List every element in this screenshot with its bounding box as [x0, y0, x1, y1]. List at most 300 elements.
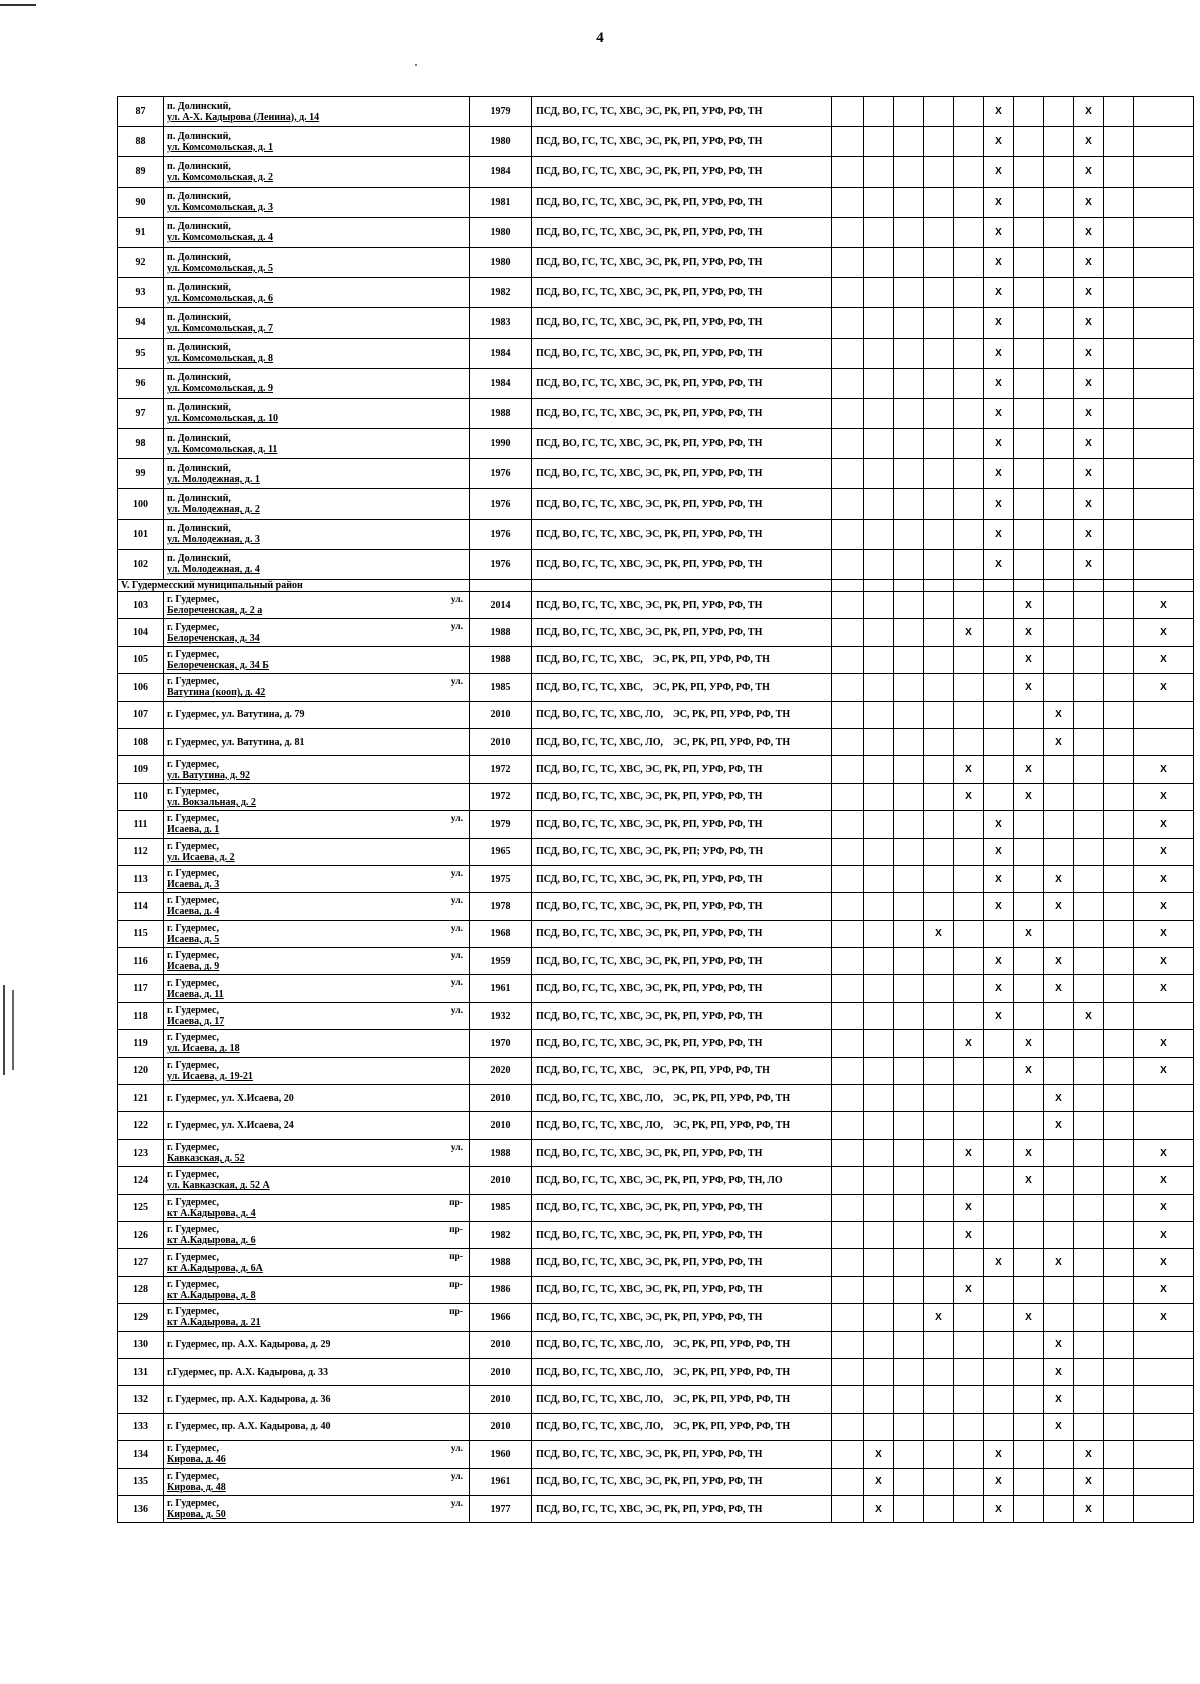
address-locality: г. Гудермес,	[167, 594, 219, 606]
construction-year: 1986	[470, 1276, 532, 1303]
period-mark-cell	[1104, 920, 1134, 947]
period-mark-cell	[1134, 187, 1194, 217]
period-mark-cell: X	[1134, 865, 1194, 892]
work-types: ПСД, ВО, ГС, ТС, ХВС, ЭС, РК, РП, УРФ, РФ, ТН	[532, 975, 832, 1002]
address-street: ул. Молодежная, д. 1	[167, 473, 260, 485]
construction-year: 1982	[470, 1221, 532, 1248]
period-mark-cell: X	[1134, 811, 1194, 838]
table-row	[118, 646, 1194, 673]
work-types: ПСД, ВО, ГС, ТС, ХВС, ЭС, РК, РП, УРФ, РФ, ТН	[532, 1194, 832, 1221]
period-mark-cell	[832, 1002, 864, 1029]
period-mark-cell	[894, 619, 924, 646]
construction-year: 1983	[470, 308, 532, 338]
period-mark-cell: X	[984, 489, 1014, 519]
period-mark-cell	[864, 1249, 894, 1276]
period-mark-cell	[1104, 592, 1134, 619]
address-cell	[164, 811, 470, 838]
period-mark-cell	[1074, 1221, 1104, 1248]
period-mark-cell	[954, 459, 984, 489]
period-mark-cell	[864, 838, 894, 865]
period-mark-cell	[924, 646, 954, 673]
period-mark-cell	[924, 1331, 954, 1358]
period-mark-cell: X	[954, 783, 984, 810]
address-locality: п. Долинский,	[167, 523, 231, 535]
address-street: ул. Молодежная, д. 4	[167, 564, 260, 576]
address-cell	[164, 1495, 470, 1522]
period-mark-cell	[864, 920, 894, 947]
address-locality: г. Гудермес,	[167, 1498, 219, 1510]
work-types: ПСД, ВО, ГС, ТС, ХВС, ЭС, РК, РП, УРФ, РФ, ТН	[532, 1057, 832, 1084]
period-mark-cell	[1104, 701, 1134, 728]
period-mark-cell	[1104, 127, 1134, 157]
period-mark-cell	[832, 701, 864, 728]
period-mark-cell	[984, 1386, 1014, 1413]
period-mark-cell	[894, 278, 924, 308]
period-mark-cell	[1014, 368, 1044, 398]
construction-year: 1976	[470, 549, 532, 579]
row-number: 107	[118, 701, 164, 728]
address-cell	[164, 1468, 470, 1495]
period-mark-cell	[1074, 948, 1104, 975]
row-number: 102	[118, 549, 164, 579]
work-types: ПСД, ВО, ГС, ТС, ХВС, ЭС, РК, РП, УРФ, РФ, ТН	[532, 1495, 832, 1522]
row-number: 122	[118, 1112, 164, 1139]
work-types: ПСД, ВО, ГС, ТС, ХВС, ЭС, РК, РП, УРФ, РФ, ТН	[532, 948, 832, 975]
period-mark-cell	[832, 157, 864, 187]
address-locality: п. Долинский,	[167, 402, 231, 414]
period-mark-cell: X	[984, 838, 1014, 865]
period-mark-cell	[864, 1221, 894, 1248]
address-street: Кавказская, д. 52	[167, 1153, 245, 1164]
period-mark-cell: X	[1074, 247, 1104, 277]
period-mark-cell	[832, 247, 864, 277]
period-mark-cell: X	[1044, 1413, 1074, 1440]
period-mark-cell	[924, 1441, 954, 1468]
period-mark-cell	[894, 217, 924, 247]
period-mark-cell	[894, 1249, 924, 1276]
period-mark-cell: X	[984, 1249, 1014, 1276]
period-mark-cell	[832, 1413, 864, 1440]
address-cell	[164, 1331, 470, 1358]
work-types: ПСД, ВО, ГС, ТС, ХВС, ЭС, РК, РП, УРФ, РФ, ТН	[532, 247, 832, 277]
construction-year: 2010	[470, 728, 532, 755]
address-cell	[164, 728, 470, 755]
period-mark-cell	[1134, 247, 1194, 277]
period-mark-cell: X	[1044, 728, 1074, 755]
period-mark-cell	[1104, 459, 1134, 489]
period-mark-cell	[1104, 1112, 1134, 1139]
address-street: Исаева, д. 5	[167, 933, 220, 945]
period-mark-cell	[864, 429, 894, 459]
period-mark-cell	[954, 338, 984, 368]
period-mark-cell	[924, 1194, 954, 1221]
address-locality: п. Долинский,	[167, 191, 231, 203]
period-mark-cell	[832, 865, 864, 892]
period-mark-cell	[954, 278, 984, 308]
period-mark-cell: X	[954, 1276, 984, 1303]
period-mark-cell	[864, 1057, 894, 1084]
period-mark-cell	[924, 308, 954, 338]
section-empty-cell	[1044, 580, 1074, 592]
period-mark-cell	[1074, 838, 1104, 865]
row-number: 100	[118, 489, 164, 519]
period-mark-cell	[1104, 1194, 1134, 1221]
period-mark-cell	[1044, 1495, 1074, 1522]
period-mark-cell	[1134, 429, 1194, 459]
period-mark-cell	[1104, 489, 1134, 519]
period-mark-cell	[864, 1194, 894, 1221]
period-mark-cell	[924, 975, 954, 1002]
period-mark-cell	[1104, 1276, 1134, 1303]
period-mark-cell	[1134, 217, 1194, 247]
row-number: 125	[118, 1194, 164, 1221]
construction-year: 1966	[470, 1304, 532, 1331]
address-cell	[164, 701, 470, 728]
period-mark-cell: X	[864, 1468, 894, 1495]
period-mark-cell	[924, 592, 954, 619]
address-street: Белореченская, д. 34 Б	[167, 659, 269, 671]
table-row	[118, 1413, 1194, 1440]
work-types: ПСД, ВО, ГС, ТС, ХВС, ЛО, ЭС, РК, РП, УРФ, РФ, ТН	[532, 1413, 832, 1440]
period-mark-cell	[924, 247, 954, 277]
period-mark-cell	[1044, 1468, 1074, 1495]
work-types: ПСД, ВО, ГС, ТС, ХВС, ЭС, РК, РП, УРФ, РФ, ТН	[532, 592, 832, 619]
period-mark-cell	[1074, 756, 1104, 783]
address-cell	[164, 489, 470, 519]
period-mark-cell	[864, 893, 894, 920]
period-mark-cell: X	[984, 975, 1014, 1002]
period-mark-cell	[954, 519, 984, 549]
address-locality: п. Долинский,	[167, 342, 231, 354]
period-mark-cell	[954, 1386, 984, 1413]
period-mark-cell	[832, 1441, 864, 1468]
period-mark-cell	[1074, 1386, 1104, 1413]
work-types: ПСД, ВО, ГС, ТС, ХВС, ЭС, РК, РП, УРФ, РФ, ТН	[532, 893, 832, 920]
period-mark-cell	[894, 948, 924, 975]
period-mark-cell	[1104, 429, 1134, 459]
period-mark-cell	[1104, 1139, 1134, 1166]
edge-scan-mark	[3, 985, 5, 1075]
period-mark-cell	[864, 398, 894, 428]
period-mark-cell	[1134, 1002, 1194, 1029]
row-number: 104	[118, 619, 164, 646]
table-row	[118, 619, 1194, 646]
period-mark-cell	[954, 1085, 984, 1112]
table-row	[118, 948, 1194, 975]
period-mark-cell	[1104, 519, 1134, 549]
section-empty-cell	[1134, 580, 1194, 592]
construction-year: 2010	[470, 1358, 532, 1385]
period-mark-cell	[832, 1112, 864, 1139]
period-mark-cell	[924, 278, 954, 308]
address-street: ул. Комсомольская, д. 4	[167, 232, 273, 244]
period-mark-cell	[832, 948, 864, 975]
section-title: V. Гудермесский муниципальный район	[118, 580, 470, 592]
period-mark-cell	[1134, 368, 1194, 398]
period-mark-cell	[1104, 187, 1134, 217]
construction-year: 2020	[470, 1057, 532, 1084]
period-mark-cell	[864, 308, 894, 338]
period-mark-cell: X	[1134, 1167, 1194, 1194]
period-mark-cell	[1014, 187, 1044, 217]
period-mark-cell	[832, 1276, 864, 1303]
address-cell	[164, 278, 470, 308]
address-locality: п. Долинский,	[167, 281, 231, 293]
row-number: 134	[118, 1441, 164, 1468]
period-mark-cell	[1074, 1331, 1104, 1358]
period-mark-cell: X	[984, 157, 1014, 187]
period-mark-cell	[1014, 728, 1044, 755]
period-mark-cell	[924, 701, 954, 728]
address-locality: п. Долинский,	[167, 432, 231, 444]
period-mark-cell	[1044, 1304, 1074, 1331]
period-mark-cell	[1134, 1413, 1194, 1440]
row-number: 133	[118, 1413, 164, 1440]
table-row	[118, 429, 1194, 459]
period-mark-cell	[1104, 728, 1134, 755]
address-locality: г. Гудермес,	[167, 1224, 219, 1236]
period-mark-cell: X	[954, 1030, 984, 1057]
period-mark-cell: X	[1014, 646, 1044, 673]
period-mark-cell	[864, 646, 894, 673]
period-mark-cell	[894, 1085, 924, 1112]
period-mark-cell	[1134, 127, 1194, 157]
table-row	[118, 1304, 1194, 1331]
construction-year: 1980	[470, 247, 532, 277]
period-mark-cell	[864, 157, 894, 187]
address-street: Исаева, д. 1	[167, 824, 220, 836]
period-mark-cell	[924, 549, 954, 579]
work-types: ПСД, ВО, ГС, ТС, ХВС, ЭС, РК, РП; УРФ, РФ, ТН	[532, 838, 832, 865]
period-mark-cell	[924, 783, 954, 810]
period-mark-cell: X	[984, 308, 1014, 338]
period-mark-cell	[894, 592, 924, 619]
period-mark-cell	[984, 1331, 1014, 1358]
period-mark-cell: X	[1044, 1358, 1074, 1385]
period-mark-cell	[864, 975, 894, 1002]
period-mark-cell	[1134, 1441, 1194, 1468]
period-mark-cell	[954, 1331, 984, 1358]
table-row	[118, 127, 1194, 157]
period-mark-cell	[1134, 398, 1194, 428]
period-mark-cell	[864, 97, 894, 127]
address-cell	[164, 1139, 470, 1166]
period-mark-cell	[954, 1358, 984, 1385]
period-mark-cell	[984, 1413, 1014, 1440]
period-mark-cell	[1104, 1358, 1134, 1385]
work-types: ПСД, ВО, ГС, ТС, ХВС, ЛО, ЭС, РК, РП, УРФ, РФ, ТН	[532, 1085, 832, 1112]
period-mark-cell	[924, 1002, 954, 1029]
period-mark-cell	[1044, 278, 1074, 308]
period-mark-cell	[954, 893, 984, 920]
period-mark-cell	[1134, 338, 1194, 368]
address-street: ул. Комсомольская, д. 8	[167, 353, 273, 365]
work-types: ПСД, ВО, ГС, ТС, ХВС, ЭС, РК, РП, УРФ, РФ, ТН	[532, 865, 832, 892]
address-cell	[164, 1221, 470, 1248]
period-mark-cell	[1074, 1085, 1104, 1112]
period-mark-cell: X	[1134, 1139, 1194, 1166]
period-mark-cell	[924, 97, 954, 127]
period-mark-cell	[1014, 1194, 1044, 1221]
period-mark-cell	[864, 1085, 894, 1112]
construction-year: 1978	[470, 893, 532, 920]
period-mark-cell	[1104, 157, 1134, 187]
work-types: ПСД, ВО, ГС, ТС, ХВС, ЭС, РК, РП, УРФ, РФ, ТН	[532, 1002, 832, 1029]
table-row	[118, 1194, 1194, 1221]
address-street: ул. Молодежная, д. 3	[167, 534, 260, 546]
period-mark-cell	[984, 592, 1014, 619]
work-types: ПСД, ВО, ГС, ТС, ХВС, ЭС, РК, РП, УРФ, РФ, ТН	[532, 308, 832, 338]
period-mark-cell	[924, 865, 954, 892]
period-mark-cell	[894, 1002, 924, 1029]
period-mark-cell	[1104, 1030, 1134, 1057]
period-mark-cell	[1044, 646, 1074, 673]
table-row	[118, 549, 1194, 579]
period-mark-cell	[924, 157, 954, 187]
period-mark-cell	[924, 338, 954, 368]
period-mark-cell	[1134, 1085, 1194, 1112]
period-mark-cell	[954, 1112, 984, 1139]
period-mark-cell	[1134, 308, 1194, 338]
period-mark-cell	[1014, 811, 1044, 838]
section-empty-cell	[954, 580, 984, 592]
address-street: Кирова, д. 48	[167, 1481, 226, 1493]
period-mark-cell	[832, 338, 864, 368]
work-types: ПСД, ВО, ГС, ТС, ХВС, ЭС, РК, РП, УРФ, РФ, ТН	[532, 811, 832, 838]
period-mark-cell: X	[1044, 1386, 1074, 1413]
period-mark-cell: X	[984, 127, 1014, 157]
table-row	[118, 1167, 1194, 1194]
period-mark-cell	[894, 1030, 924, 1057]
period-mark-cell	[832, 1331, 864, 1358]
work-types: ПСД, ВО, ГС, ТС, ХВС, ЭС, РК, РП, УРФ, РФ, ТН	[532, 338, 832, 368]
period-mark-cell	[1014, 398, 1044, 428]
period-mark-cell	[984, 619, 1014, 646]
period-mark-cell	[894, 920, 924, 947]
table-row	[118, 838, 1194, 865]
address-cell	[164, 674, 470, 701]
period-mark-cell	[1014, 1441, 1044, 1468]
period-mark-cell	[984, 1085, 1014, 1112]
construction-year: 1972	[470, 756, 532, 783]
period-mark-cell	[954, 1167, 984, 1194]
period-mark-cell	[1074, 1304, 1104, 1331]
work-types: ПСД, ВО, ГС, ТС, ХВС, ЭС, РК, РП, УРФ, РФ, ТН	[532, 157, 832, 187]
address-street-type: пр-	[449, 1224, 463, 1235]
period-mark-cell	[954, 838, 984, 865]
address-street-type: ул.	[450, 896, 463, 907]
period-mark-cell	[894, 893, 924, 920]
period-mark-cell: X	[1014, 783, 1044, 810]
period-mark-cell	[1104, 674, 1134, 701]
period-mark-cell	[954, 701, 984, 728]
construction-year: 1960	[470, 1441, 532, 1468]
period-mark-cell	[1074, 1112, 1104, 1139]
period-mark-cell: X	[984, 948, 1014, 975]
period-mark-cell	[894, 489, 924, 519]
address-locality: г. Гудермес, ул. Х.Исаева, 24	[167, 1120, 294, 1132]
period-mark-cell	[924, 1468, 954, 1495]
row-number: 93	[118, 278, 164, 308]
period-mark-cell: X	[1044, 1249, 1074, 1276]
period-mark-cell	[864, 1139, 894, 1166]
period-mark-cell	[1014, 701, 1044, 728]
address-cell	[164, 519, 470, 549]
period-mark-cell	[924, 674, 954, 701]
row-number: 119	[118, 1030, 164, 1057]
period-mark-cell	[954, 592, 984, 619]
period-mark-cell	[864, 674, 894, 701]
work-types: ПСД, ВО, ГС, ТС, ХВС, ЛО, ЭС, РК, РП, УРФ, РФ, ТН	[532, 1358, 832, 1385]
address-street: кт А.Кадырова, д. 8	[167, 1289, 256, 1301]
construction-year: 1965	[470, 838, 532, 865]
work-types: ПСД, ВО, ГС, ТС, ХВС, ЭС, РК, РП, УРФ, РФ, ТН, ЛО	[532, 1167, 832, 1194]
period-mark-cell	[832, 127, 864, 157]
address-locality: г. Гудермес,	[167, 922, 219, 934]
period-mark-cell	[954, 1002, 984, 1029]
period-mark-cell	[924, 1495, 954, 1522]
row-number: 110	[118, 783, 164, 810]
period-mark-cell	[924, 489, 954, 519]
period-mark-cell	[954, 157, 984, 187]
period-mark-cell: X	[924, 1304, 954, 1331]
work-types: ПСД, ВО, ГС, ТС, ХВС, ЭС, РК, РП, УРФ, РФ, ТН	[532, 646, 832, 673]
row-number: 105	[118, 646, 164, 673]
period-mark-cell	[894, 1139, 924, 1166]
period-mark-cell: X	[984, 1441, 1014, 1468]
address-street: Белореченская, д. 34	[167, 632, 260, 644]
period-mark-cell	[954, 1057, 984, 1084]
period-mark-cell	[894, 701, 924, 728]
period-mark-cell	[1104, 97, 1134, 127]
period-mark-cell	[1074, 920, 1104, 947]
period-mark-cell	[984, 756, 1014, 783]
address-cell	[164, 1441, 470, 1468]
period-mark-cell	[1044, 592, 1074, 619]
period-mark-cell	[1134, 1112, 1194, 1139]
table-row	[118, 278, 1194, 308]
period-mark-cell	[954, 1413, 984, 1440]
address-cell	[164, 1167, 470, 1194]
period-mark-cell	[1104, 549, 1134, 579]
period-mark-cell	[984, 1030, 1014, 1057]
period-mark-cell	[984, 1167, 1014, 1194]
period-mark-cell	[894, 728, 924, 755]
table-row	[118, 398, 1194, 428]
row-number: 88	[118, 127, 164, 157]
row-number: 103	[118, 592, 164, 619]
address-street-type: ул.	[450, 814, 463, 825]
period-mark-cell	[954, 1441, 984, 1468]
construction-year: 1990	[470, 429, 532, 459]
period-mark-cell	[894, 975, 924, 1002]
period-mark-cell	[954, 948, 984, 975]
period-mark-cell	[924, 1139, 954, 1166]
period-mark-cell	[954, 646, 984, 673]
period-mark-cell	[894, 157, 924, 187]
period-mark-cell	[864, 549, 894, 579]
period-mark-cell: X	[1074, 1441, 1104, 1468]
period-mark-cell: X	[984, 217, 1014, 247]
period-mark-cell: X	[1134, 1276, 1194, 1303]
table-row	[118, 1331, 1194, 1358]
address-locality: г. Гудермес,	[167, 1306, 219, 1318]
period-mark-cell	[1134, 1468, 1194, 1495]
period-mark-cell	[1074, 619, 1104, 646]
period-mark-cell	[924, 1413, 954, 1440]
period-mark-cell	[1074, 1139, 1104, 1166]
period-mark-cell	[1074, 1413, 1104, 1440]
